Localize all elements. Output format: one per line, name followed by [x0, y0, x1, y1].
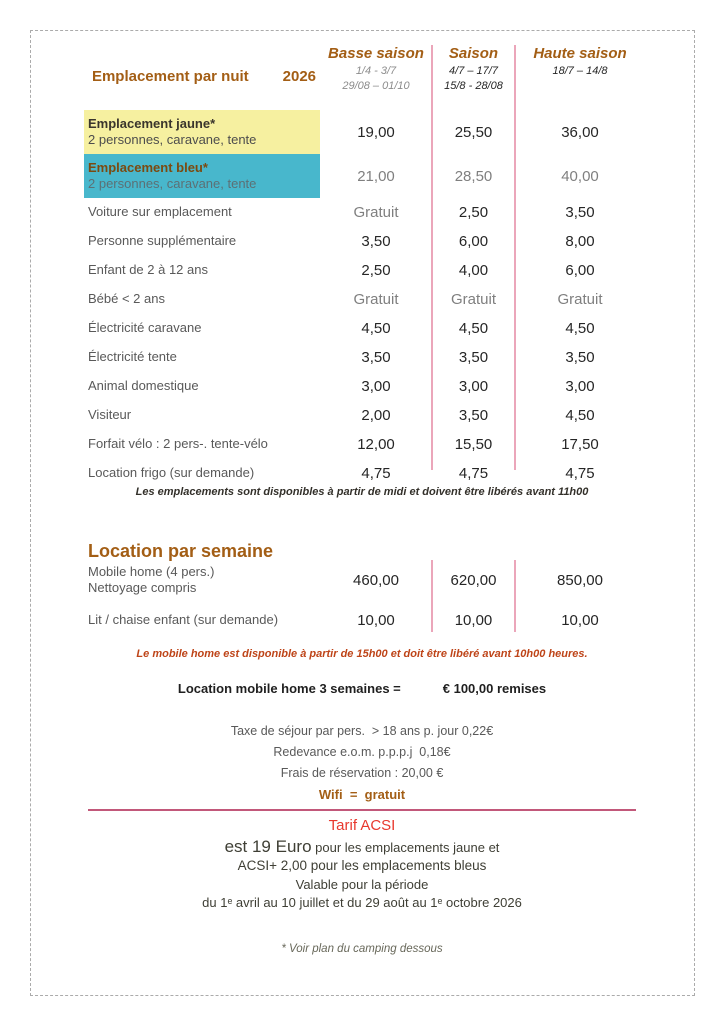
- season-header-haute: [515, 42, 645, 110]
- season-label: Saison: [448, 45, 499, 62]
- price-cell: 10,00: [454, 611, 493, 629]
- price-cell: 3,50: [458, 349, 489, 366]
- price-cell: 15,50: [454, 436, 493, 453]
- season-header-saison: [432, 42, 515, 110]
- price-cell: 3,00: [458, 378, 489, 395]
- price-cell: Gratuit: [353, 204, 399, 221]
- price-cell: 28,50: [454, 167, 493, 185]
- row-label: Électricité caravane: [88, 320, 202, 336]
- price-cell: 3,50: [361, 349, 391, 366]
- weekly-table: [84, 556, 645, 636]
- price-cell: Gratuit: [557, 291, 603, 308]
- acsi-line-1-rest: pour les emplacements jaune et: [311, 840, 500, 855]
- price-cell: 2,50: [458, 204, 489, 221]
- price-cell: 3,50: [458, 407, 489, 424]
- row-label: Personne supplémentaire: [88, 233, 237, 249]
- row-label: Électricité tente: [88, 349, 177, 365]
- row-label: Enfant de 2 à 12 ans: [88, 262, 208, 278]
- row-label: Emplacement bleu*: [88, 159, 208, 175]
- season-dates: 1/4 - 3/7: [355, 64, 397, 77]
- acsi-line-3: Valable pour la période: [295, 877, 429, 892]
- price-cell: 2,50: [361, 262, 391, 279]
- fee-line-reservation: Frais de réservation : 20,00 €: [280, 766, 444, 780]
- price-cell: 36,00: [561, 123, 599, 141]
- row-label: Mobile home (4 pers.): [88, 563, 215, 579]
- row-label: Animal domestique: [88, 378, 199, 394]
- price-cell: 3,50: [361, 233, 391, 250]
- season-dates: 15/8 - 28/08: [444, 79, 503, 92]
- price-cell: Gratuit: [450, 291, 496, 308]
- season-dates: 4/7 – 17/7: [449, 64, 498, 77]
- price-cell: 6,00: [458, 233, 489, 250]
- acsi-line-1: [30, 837, 694, 857]
- season-label: Haute saison: [533, 45, 627, 62]
- acsi-title: Tarif ACSI: [328, 817, 396, 834]
- price-cell: 850,00: [557, 571, 603, 589]
- price-cell: 620,00: [450, 571, 497, 589]
- price-cell: 460,00: [353, 571, 399, 589]
- season-dates: 18/7 – 14/8: [552, 64, 608, 77]
- price-cell: 19,00: [357, 123, 395, 141]
- page-year: 2026: [282, 67, 317, 85]
- price-cell: 3,00: [361, 378, 391, 395]
- per-night-note: Les emplacements sont disponibles à partir de midi et doivent être libérés avant 11h00: [135, 486, 589, 498]
- price-cell: 4,50: [565, 407, 595, 424]
- price-cell: 6,00: [565, 262, 595, 279]
- price-cell: 10,00: [561, 611, 599, 629]
- fee-line-tourist-tax: Taxe de séjour par pers. > 18 ans p. jour 0,22€: [230, 724, 494, 738]
- price-cell: 12,00: [357, 436, 395, 453]
- price-cell: 4,75: [458, 465, 489, 482]
- discount-line: [30, 681, 694, 696]
- season-dates: 29/08 – 01/10: [342, 79, 410, 92]
- price-cell: 4,75: [565, 465, 595, 482]
- acsi-line-4: du 1ᵉ avril au 10 juillet et du 29 août au 1ᵉ octobre 2026: [202, 895, 522, 910]
- row-label: Visiteur: [88, 407, 132, 423]
- acsi-line-2: ACSI+ 2,00 pour les emplacements bleus: [237, 858, 487, 873]
- price-cell: 4,50: [458, 320, 489, 337]
- price-cell: 4,00: [458, 262, 489, 279]
- weekly-section-heading: Location par semaine: [88, 541, 274, 561]
- discount-label: Location mobile home 3 semaines =: [177, 681, 401, 696]
- wifi-line: Wifi = gratuit: [318, 787, 406, 802]
- row-sublabel: Nettoyage compris: [88, 580, 197, 595]
- price-cell: 3,50: [565, 204, 595, 221]
- discount-value: € 100,00 remises: [442, 681, 547, 696]
- price-cell: 4,75: [361, 465, 391, 482]
- price-cell: Gratuit: [353, 291, 399, 308]
- page-title: Emplacement par nuit: [91, 67, 249, 85]
- row-label: Emplacement jaune*: [88, 115, 216, 131]
- fee-line-redevance: Redevance e.o.m. p.p.p.j 0,18€: [273, 745, 451, 759]
- price-cell: 3,00: [565, 378, 595, 395]
- row-label: Forfait vélo : 2 pers-. tente-vélo: [88, 436, 268, 452]
- price-cell: 4,50: [565, 320, 595, 337]
- price-cell: 10,00: [357, 611, 395, 629]
- row-label: Voiture sur emplacement: [88, 204, 232, 220]
- acsi-divider-line: [88, 809, 636, 811]
- row-sublabel: 2 personnes, caravane, tente: [88, 176, 257, 191]
- per-night-table: [84, 42, 645, 488]
- weekly-note: Le mobile home est disponible à partir de 15h00 et doit être libéré avant 10h00 heures.: [136, 648, 588, 660]
- season-label: Basse saison: [328, 45, 424, 62]
- row-label: Bébé < 2 ans: [88, 291, 165, 307]
- price-cell: 17,50: [561, 436, 599, 453]
- price-cell: 21,00: [357, 167, 395, 185]
- season-header-basse: [320, 42, 432, 110]
- price-cell: 8,00: [565, 233, 595, 250]
- price-cell: 25,50: [454, 123, 493, 141]
- acsi-price-lead: est 19 Euro: [224, 837, 312, 856]
- row-label: Lit / chaise enfant (sur demande): [88, 611, 279, 627]
- price-cell: 3,50: [565, 349, 595, 366]
- price-cell: 2,00: [361, 407, 391, 424]
- camping-plan-footnote: * Voir plan du camping dessous: [281, 943, 443, 955]
- row-sublabel: 2 personnes, caravane, tente: [88, 132, 257, 147]
- price-cell: 4,50: [361, 320, 391, 337]
- row-label: Location frigo (sur demande): [88, 465, 255, 481]
- price-cell: 40,00: [561, 167, 599, 185]
